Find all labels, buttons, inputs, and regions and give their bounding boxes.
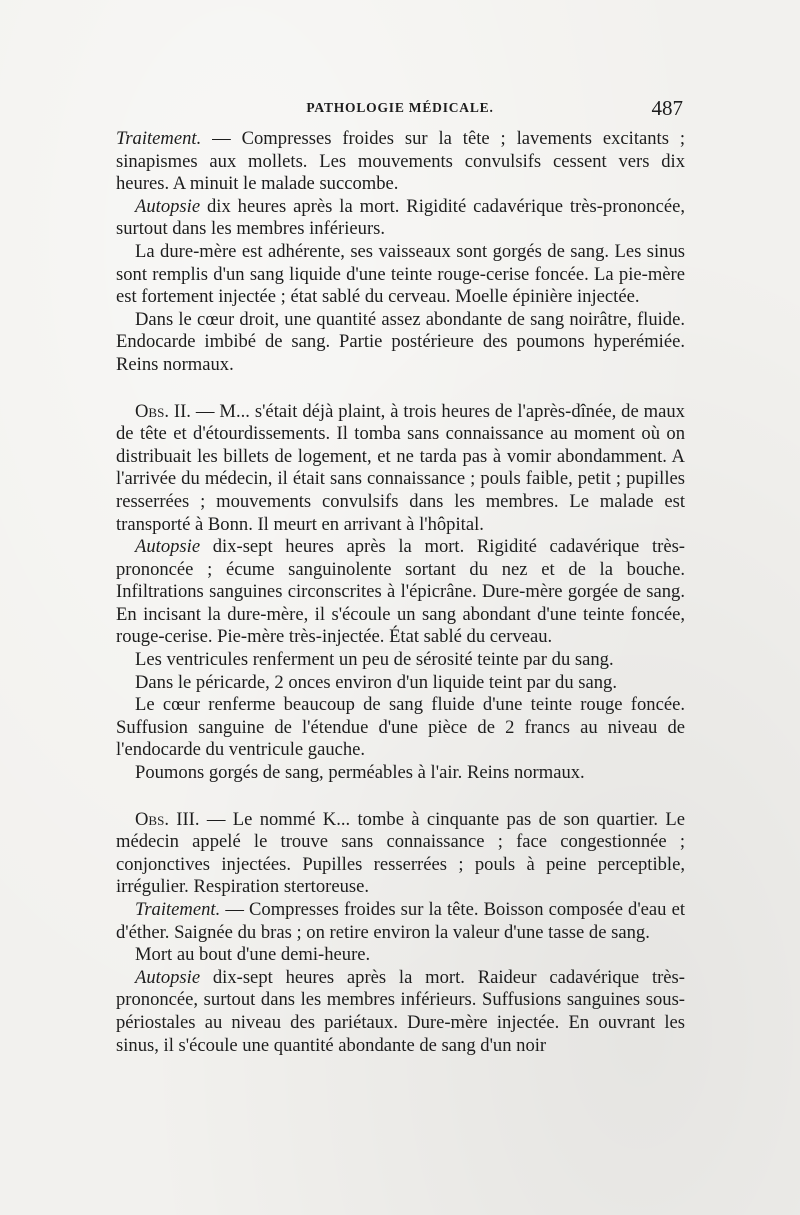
page-header [115, 96, 685, 122]
paragraph-obs-2 [116, 401, 685, 537]
paragraph-coeur [116, 309, 685, 377]
paragraph-text: La dure-mère est adhérente, ses vaisseaux sont gorgés de sang. Les sinus sont remplis d'un sang liquide d'une teinte rouge-cerise foncée. La pie-mère est fortement injectée ; état sablé du cerveau. Moelle épinière injectée. [116, 240, 685, 308]
paragraph-dure-mere [116, 241, 685, 309]
paragraph-text: dix-sept heures après la mort. Rigidité cadavérique très-prononcée ; écume sanguinolente sortant du nez et de la bouche. Infiltrations sanguines circonscrites à l'épicrâne. Dure-mère gorgée de sang. En incisant la dure-mère, il s'écoule un sang abondant d'une teinte foncée, rouge-cerise. Pie-mère très-injectée. État sablé du cerveau. [116, 536, 685, 648]
paragraph-text: Dans le péricarde, 2 onces environ d'un liquide teint par du sang. [135, 671, 617, 693]
section-lead: Autopsie [135, 966, 201, 988]
paragraph-text: — Le nommé K... tombe à cinquante pas de son quartier. Le médecin appelé le trouve sans connaissance ; face congestionnée ; conjonctives injectées. Pupilles resserrées ; pouls à peine perceptible, irrégulier. Respiration stertoreuse. [116, 808, 685, 898]
paragraph-text: dix heures après la mort. Rigidité cadavérique très-prononcée, surtout dans les membres inférieurs. [116, 195, 685, 240]
paragraph-text: Poumons gorgés de sang, perméables à l'air. Reins normaux. [135, 762, 585, 784]
paragraph-pericarde [116, 672, 685, 695]
paragraph-text: Dans le cœur droit, une quantité assez abondante de sang noirâtre, fluide. Endocarde imbibé de sang. Partie postérieure des poumons hyperémiée. Reins normaux. [116, 308, 685, 375]
paragraph-traitement [116, 128, 685, 196]
page-number: 487 [651, 96, 683, 120]
paragraph-coeur-2 [116, 694, 685, 762]
paragraph-traitement-2 [116, 899, 685, 944]
paragraph-poumons [116, 762, 685, 785]
paragraph-mort [116, 944, 685, 967]
paragraph-autopsie-2 [116, 536, 685, 649]
section-lead: Autopsie [135, 195, 201, 217]
paragraph-autopsie [116, 196, 685, 241]
section-lead: Traitement. [135, 899, 221, 920]
paragraph-text: — Compresses froides sur la tête ; lavements excitants ; sinapismes aux mollets. Les mouvements convulsifs cessent vers dix heures. A minuit le malade succombe. [116, 128, 685, 195]
paragraph-autopsie-3 [116, 967, 685, 1057]
section-lead: Autopsie [135, 536, 201, 558]
paragraph-text: Mort au bout d'une demi-heure. [135, 944, 371, 966]
paragraph-obs-3 [116, 809, 685, 899]
paragraph-text: Les ventricules renferment un peu de sérosité teinte par du sang. [135, 649, 614, 671]
observation-lead: Obs. II. [135, 400, 191, 422]
observation-lead: Obs. III. [135, 808, 200, 830]
paragraph-ventricules [116, 649, 685, 672]
paragraph-text: — M... s'était déjà plaint, à trois heures de l'après-dînée, de maux de tête et d'étourdissements. Il tomba sans connaissance au moment où on distribuait les billets de logement, et ne tarda pas à vomir abondamment. A l'arrivée du médecin, il était sans connaissance ; pouls faible, petit ; pupilles resserrées ; mouvements convulsifs dans les membres. Le malade est transporté à Bonn. Il meurt en arrivant à l'hôpital. [116, 400, 685, 535]
paragraph-text: Le cœur renferme beaucoup de sang fluide d'une teinte rouge foncée. Suffusion sanguine de l'étendue d'une pièce de 2 francs au niveau de l'endocarde du ventricule gauche. [116, 694, 685, 761]
section-lead: Traitement. [116, 128, 202, 149]
paragraph-text: — Compresses froides sur la tête. Boisson composée d'eau et d'éther. Saignée du bras ; on retire environ la valeur d'une tasse de sang. [116, 899, 685, 943]
body-text [116, 128, 685, 1057]
running-head: PATHOLOGIE MÉDICALE. [306, 100, 494, 115]
paragraph-text: dix-sept heures après la mort. Raideur cadavérique très-prononcée, surtout dans les membres inférieurs. Suffusions sanguines sous-périostales au niveau des pariétaux. Dure-mère injectée. En ouvrant les sinus, il s'écoule une quantité abondante de sang d'un noir [116, 966, 685, 1056]
